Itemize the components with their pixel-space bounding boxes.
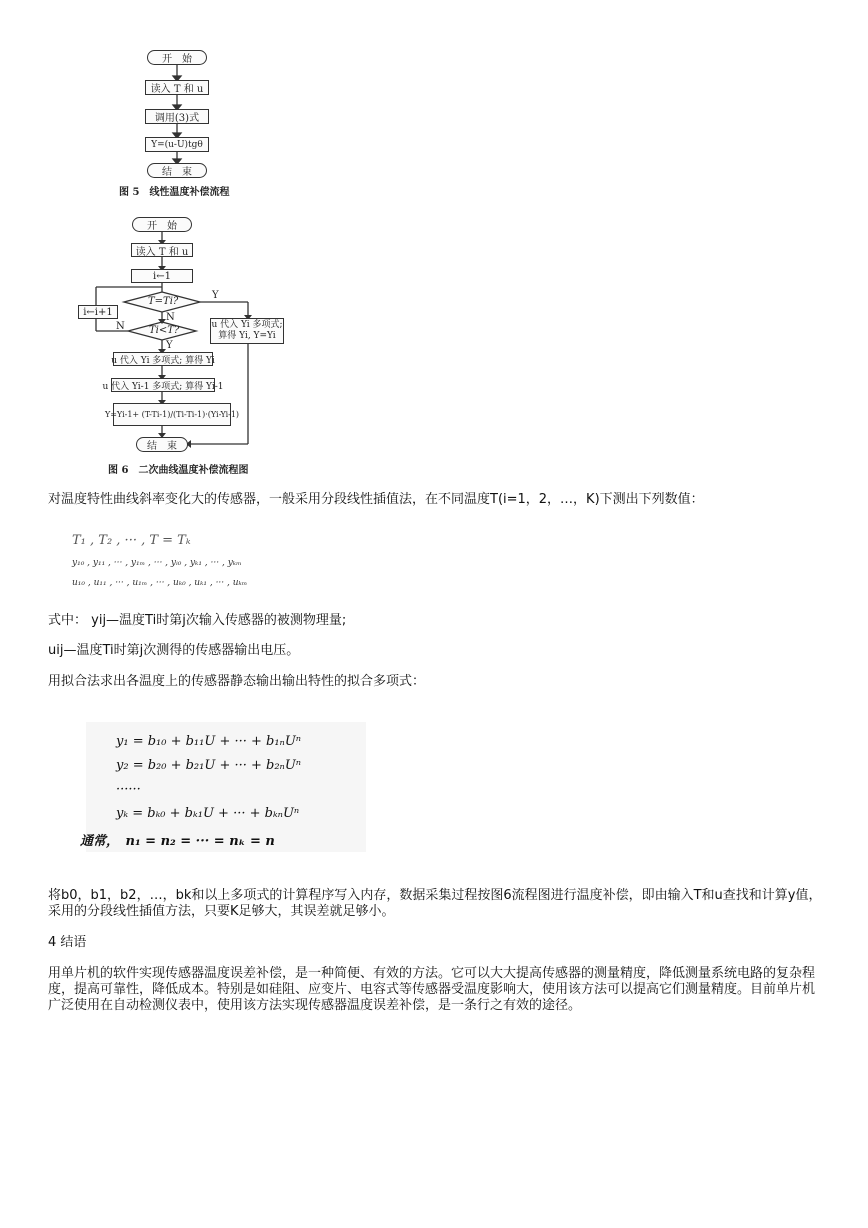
- polynomial-yk: yₖ = bₖ₀ + bₖ₁U + ··· + bₖₙUⁿ: [116, 806, 300, 821]
- fig5-caption: 图 5 线性温度补偿流程: [119, 187, 230, 198]
- fig6-side-box: [210, 318, 284, 344]
- fig6-box-b: u 代入 Yi-1 多项式; 算得 Yi-1: [111, 378, 215, 392]
- equation-temperatures: T₁ , T₂ , ··· , T = Tₖ: [72, 533, 191, 548]
- fig6-init-box: i←1: [131, 269, 193, 283]
- polynomial-y1: y₁ = b₁₀ + b₁₁U + ··· + b₁ₙUⁿ: [116, 734, 302, 749]
- fig6-no-label-2: N: [116, 321, 125, 332]
- paragraph-compensation-procedure: 将b0，b1，b2，…，bk和以上多项式的计算程序写入内存，数据采集过程按图6流程图进行温度补偿，即由输入T和u查找和计算y值，采用的分段线性插值方法，只要K足够大，其误差就足够小。: [48, 888, 822, 919]
- fig6-start-terminal: 开 始: [132, 217, 192, 232]
- fig6-box-a: u 代入 Yi 多项式; 算得 Yi: [113, 352, 213, 366]
- paragraph-interpolation-intro: 对温度特性曲线斜率变化大的传感器，一般采用分段线性插值法，在不同温度T(i=1，2，…，K)下测出下列数值：: [48, 492, 704, 507]
- paragraph-fitting-polynomials: 用拟合法求出各温度上的传感器静态输出输出特性的拟合多项式：: [48, 674, 426, 689]
- fig6-yes-label-1: Y: [212, 290, 219, 301]
- equation-y-values: y₁₀ , y₁₁ , ··· , y₁ₘ , ··· , yᵢ₀ , yₖ₁ , ··· , yₖₘ: [72, 558, 242, 568]
- fig6-read-box: 读入 T 和 u: [131, 243, 193, 257]
- polynomial-ellipsis: ······: [116, 782, 141, 797]
- paragraph-definition-yij: 式中： yij—温度Ti时第j次输入传感器的被测物理量;: [48, 613, 347, 628]
- fig6-decision-2-label: Ti<T?: [149, 325, 180, 336]
- fig6-end-terminal: 结 束: [136, 437, 188, 452]
- fig5-call-box: 调用(3)式: [145, 109, 209, 124]
- fig6-no-label-1: N: [166, 312, 175, 323]
- fig5-start-terminal: 开 始: [147, 50, 207, 65]
- fig6-side-box-line-2: 算得 Yi, Y=Yi: [218, 331, 276, 341]
- polynomial-y2: y₂ = b₂₀ + b₂₁U + ··· + b₂ₙUⁿ: [116, 758, 302, 773]
- paragraph-definition-uij: uij—温度Ti时第j次测得的传感器输出电压。: [48, 643, 300, 658]
- fig5-compute-box: Y=(u-U)tgθ: [145, 137, 209, 152]
- equation-u-values: u₁₀ , u₁₁ , ··· , u₁ₘ , ··· , uₖ₀ , uₖ₁ , ··· , uₖₘ: [72, 578, 248, 588]
- fig6-decision-1-label: T=Ti?: [148, 296, 179, 307]
- fig6-yes-label-2: Y: [166, 340, 173, 351]
- paragraph-conclusion: 用单片机的软件实现传感器温度误差补偿，是一种简便、有效的方法。它可以大大提高传感器的测量精度，降低测量系统电路的复杂程度，提高可靠性，降低成本。特别是如硅阻、应变片、电容式等传感器受温度影响大，使用该方法可以提高它们测量精度。目前单片机广泛使用在自动检测仪表中，使用该方法实现传感器温度误差补偿，是一条行之有效的途径。: [48, 966, 816, 1013]
- fig6-box-c: Y=Yi-1+ (T-Ti-1)/(Ti-Ti-1)·(Yi-Yi-1): [113, 403, 231, 426]
- polynomial-degree-note: 通常， n₁ = n₂ = ··· = nₖ = n: [80, 834, 275, 849]
- fig6-side-box-line-1: u 代入 Yi 多项式;: [211, 320, 283, 330]
- fig5-read-box: 读入 T 和 u: [145, 80, 209, 95]
- fig6-increment-box: i←i+1: [78, 305, 118, 319]
- heading-conclusion: 4 结语: [48, 935, 87, 950]
- fig6-caption: 图 6 二次曲线温度补偿流程图: [108, 465, 249, 476]
- fig5-end-terminal: 结 束: [147, 163, 207, 178]
- polynomial-equations-image: [80, 722, 366, 852]
